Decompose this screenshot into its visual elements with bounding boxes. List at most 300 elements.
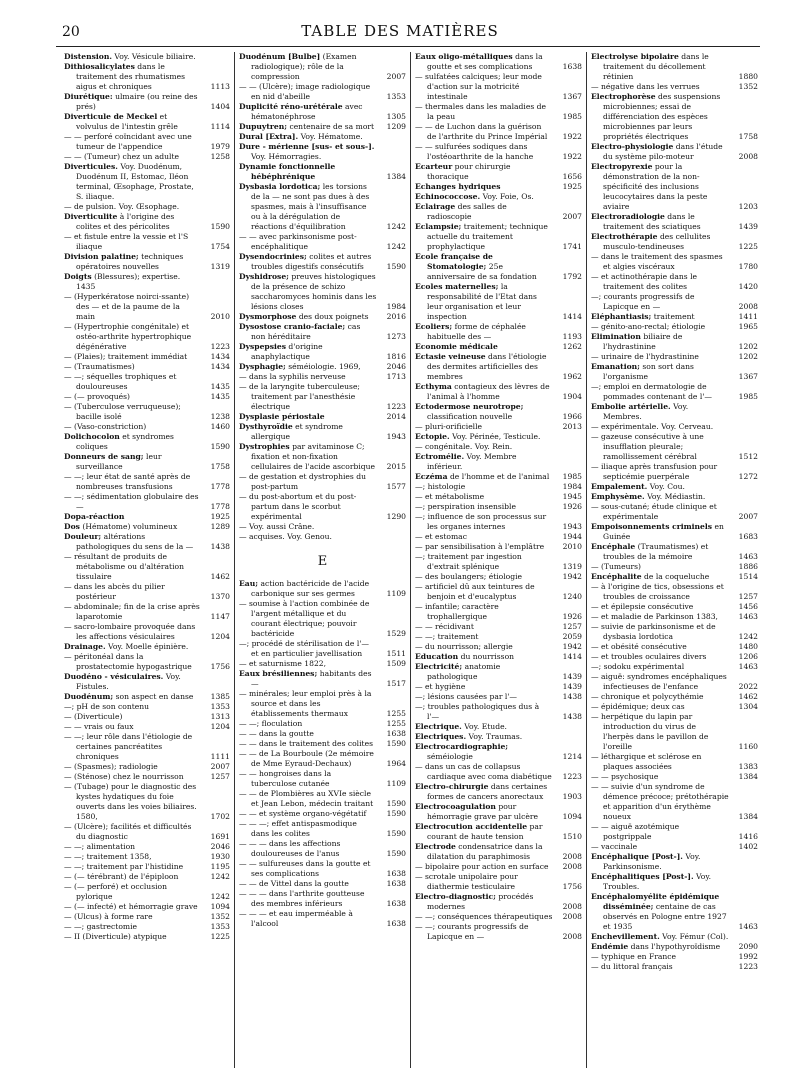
entry-page-number: 1258 xyxy=(210,152,230,161)
index-entry xyxy=(64,52,230,62)
entry-page-number: 1352 xyxy=(210,912,230,921)
index-entry xyxy=(64,152,230,162)
entry-description: Voy. Fistules. xyxy=(76,672,181,691)
entry-description: dans l'étiologie des dermites artificielles des membres xyxy=(427,352,547,381)
entry-page-number: 1741 xyxy=(562,242,582,251)
index-entry xyxy=(591,432,758,462)
entry-description: —; influence de son processus sur les organes internes xyxy=(415,512,547,531)
entry-description: — herpétique du lapin par introduction du virus de l'herpès dans le pavillon de l'oreille xyxy=(591,712,709,751)
entry-headword: Electriques. xyxy=(415,732,467,741)
entry-text xyxy=(64,652,204,672)
entry-page-number: 1638 xyxy=(562,62,582,71)
entry-text xyxy=(64,842,204,852)
entry-page-number: 1438 xyxy=(562,712,582,721)
entry-text xyxy=(239,322,380,342)
entry-page-number: 1384 xyxy=(738,772,758,781)
entry-text xyxy=(239,819,380,839)
entry-description: d'origine anaphylactique xyxy=(251,342,323,361)
entry-description: — — perforé coïncidant avec une tumeur de l'appendice xyxy=(64,132,192,151)
index-entry xyxy=(591,462,758,482)
entry-page-number: 1273 xyxy=(386,332,406,341)
entry-description: —; lésions causées par l'— xyxy=(415,692,517,701)
entry-headword: Electrolyse bipolaire xyxy=(591,52,679,61)
index-entry xyxy=(415,632,582,642)
entry-text xyxy=(239,362,380,372)
entry-text xyxy=(64,872,204,882)
index-entry xyxy=(239,412,406,422)
index-entry xyxy=(591,582,758,602)
entry-page-number: 1778 xyxy=(210,482,230,491)
index-entry xyxy=(64,362,230,372)
entry-description: habitants des — xyxy=(251,669,372,688)
page-header xyxy=(0,18,800,48)
entry-headword: Eclairage xyxy=(415,202,456,211)
entry-text xyxy=(64,452,204,472)
entry-page-number: 1414 xyxy=(562,652,582,661)
entry-description: —; pH de son contenu xyxy=(64,702,150,711)
entry-description: — (— perforé) et occlusion pylorique xyxy=(64,882,167,901)
entry-page-number: 1434 xyxy=(210,352,230,361)
entry-description: — (Vaso-constriction) xyxy=(64,422,147,431)
entry-page-number: 2046 xyxy=(386,362,406,371)
entry-page-number: 1756 xyxy=(562,882,582,891)
index-entry xyxy=(64,762,230,772)
entry-description: — —; courants progressifs de Lapicque en — xyxy=(415,922,529,941)
index-entry xyxy=(591,622,758,642)
index-entry xyxy=(591,962,758,972)
index-entry xyxy=(415,532,582,542)
entry-text xyxy=(239,132,380,142)
entry-description: traitement xyxy=(653,312,695,321)
entry-description: — — (Tumeur) chez un adulte xyxy=(64,152,180,161)
entry-text xyxy=(239,102,380,122)
entry-description: — (— térébrant) de l'épiploon xyxy=(64,872,179,881)
index-entry xyxy=(415,182,582,192)
entry-page-number: 1384 xyxy=(738,812,758,821)
index-entry xyxy=(591,952,758,962)
entry-page-number: 1147 xyxy=(210,612,230,621)
entry-text xyxy=(591,462,732,482)
entry-description: condensatrice dans la dilatation du paraphimosis xyxy=(427,842,543,861)
entry-description: Voy. Traumas. xyxy=(468,732,523,741)
entry-headword: Echanges hydriques xyxy=(415,182,501,191)
index-entry xyxy=(64,822,230,842)
entry-description: de la coqueluche xyxy=(644,572,710,581)
entry-page-number: 1984 xyxy=(562,482,582,491)
entry-text xyxy=(415,632,556,642)
entry-text xyxy=(415,702,556,722)
entry-text xyxy=(415,472,556,482)
index-entry xyxy=(415,892,582,912)
entry-text xyxy=(591,602,732,612)
entry-page-number: 1113 xyxy=(210,82,230,91)
entry-text xyxy=(591,502,732,522)
entry-description: — dans un cas de collapsus cardiaque avec coma diabétique xyxy=(415,762,552,781)
entry-text xyxy=(64,212,204,232)
entry-description: la responsabilité de l'Etat dans leur organisation et leur inspection xyxy=(427,282,537,321)
entry-description: — — sulfurées sodiques dans l'ostéoarthrite de la hanche xyxy=(415,142,534,161)
index-entry xyxy=(239,422,406,442)
entry-page-number: 1512 xyxy=(738,452,758,461)
entry-description: — dans les abcès du pilier postérieur xyxy=(64,582,165,601)
entry-headword: Dithiosalicylates xyxy=(64,62,135,71)
entry-page-number: 1462 xyxy=(210,572,230,581)
entry-description: — — de Plombières au XVIe siècle et Jean Lebon, médecin traitant xyxy=(239,789,374,808)
entry-description: — — aiguë azotémique postgrippale xyxy=(591,822,680,841)
entry-text xyxy=(239,859,380,879)
index-entry xyxy=(64,402,230,422)
entry-text xyxy=(64,372,204,392)
index-entry xyxy=(239,372,406,382)
entry-text xyxy=(64,152,204,162)
index-entry xyxy=(591,492,758,502)
entry-description: — —; traitement 1358, xyxy=(64,852,152,861)
entry-text xyxy=(415,532,556,542)
entry-text xyxy=(591,92,732,142)
entry-description: —; perspiration insensible xyxy=(415,502,516,511)
entry-description: pour la démonstration de la non-spécificité des inclusions leucocytaires dans la peste aviaire xyxy=(603,162,708,211)
entry-page-number: 2008 xyxy=(562,862,582,871)
entry-headword: Ectromélie. xyxy=(415,452,465,461)
entry-page-number: 1435 xyxy=(210,392,230,401)
entry-description: — — hongroises dans la tuberculose cutanée xyxy=(239,769,332,788)
entry-description: de l'homme et de l'animal xyxy=(449,472,550,481)
entry-description: — dans le traitement des spasmes et algies viscéraux xyxy=(591,252,723,271)
entry-description: séméiologie. 1969, xyxy=(288,362,361,371)
entry-description: — (Tuberculose verruqueuse); bacille isolé xyxy=(64,402,181,421)
entry-page-number: 1979 xyxy=(210,142,230,151)
page-title: TABLE DES MATIÈRES xyxy=(301,22,499,40)
entry-text xyxy=(64,902,204,912)
entry-description: — — sulfureuses dans la goutte et ses complications xyxy=(239,859,371,878)
index-entry xyxy=(591,502,758,522)
entry-description: classification nouvelle xyxy=(427,412,513,421)
entry-page-number: 2014 xyxy=(386,412,406,421)
index-entry xyxy=(239,579,406,599)
index-entry xyxy=(415,252,582,282)
entry-headword: Division palatine; xyxy=(64,252,139,261)
entry-text xyxy=(591,522,732,542)
entry-description: — — psychosique xyxy=(591,772,659,781)
entry-headword: Encéphalitiques [Post-]. xyxy=(591,872,694,881)
index-entry xyxy=(64,902,230,912)
index-entry xyxy=(239,272,406,312)
index-entry xyxy=(64,132,230,152)
entry-headword: Ectopie. xyxy=(415,432,450,441)
entry-description: — Voy. aussi Crâne. xyxy=(239,522,315,531)
entry-page-number: 2008 xyxy=(562,912,582,921)
entry-headword: Duplicité réno-urétérale xyxy=(239,102,343,111)
entry-page-number: 1255 xyxy=(386,709,406,718)
index-entry xyxy=(239,342,406,362)
entry-page-number: 1943 xyxy=(562,522,582,531)
entry-description: — —; leur rôle dans l'étiologie de certaines pancréatites chroniques xyxy=(64,732,193,761)
entry-description: — soumise à l'action combinée de l'argent métallique et du courant électrique; pouvoir bactéricide xyxy=(239,599,370,638)
entry-text xyxy=(64,552,204,582)
entry-page-number: 1638 xyxy=(386,899,406,908)
entry-text xyxy=(591,702,732,712)
entry-text xyxy=(415,822,556,842)
entry-page-number: 1319 xyxy=(210,262,230,271)
index-entry xyxy=(415,382,582,402)
entry-page-number: 1638 xyxy=(386,879,406,888)
entry-description: — urinaire de l'hydrastinine xyxy=(591,352,699,361)
entry-description: — par sensibilisation à l'emplâtre xyxy=(415,542,545,551)
index-entry xyxy=(239,839,406,859)
entry-page-number: 1402 xyxy=(738,842,758,851)
entry-page-number: 1242 xyxy=(386,242,406,251)
index-entry xyxy=(415,842,582,862)
entry-page-number: 1780 xyxy=(738,262,758,271)
entry-page-number: 1367 xyxy=(738,372,758,381)
entry-text xyxy=(239,689,380,719)
entry-page-number: 2008 xyxy=(562,852,582,861)
entry-description: dans la goutte et ses complications xyxy=(427,52,543,71)
index-entry xyxy=(415,802,582,822)
entry-headword: Electrophorèse xyxy=(591,92,656,101)
entry-text xyxy=(239,52,380,82)
entry-page-number: 1463 xyxy=(738,922,758,931)
index-entry xyxy=(415,692,582,702)
entry-description: — (Plaies); traitement immédiat xyxy=(64,352,188,361)
entry-description: à l'origine des colites et des péricolites xyxy=(76,212,175,231)
index-entry xyxy=(591,822,758,842)
entry-text xyxy=(239,492,380,522)
entry-text xyxy=(591,642,732,652)
entry-text xyxy=(64,392,204,402)
index-entry xyxy=(591,852,758,872)
entry-text xyxy=(415,422,556,432)
entry-description: — — dans la goutte xyxy=(239,729,314,738)
index-entry xyxy=(64,492,230,512)
entry-text xyxy=(415,842,556,862)
entry-page-number: 1383 xyxy=(738,762,758,771)
entry-headword: Ecoles maternelles; xyxy=(415,282,499,291)
entry-text xyxy=(239,272,380,312)
entry-text xyxy=(415,862,556,872)
entry-text xyxy=(415,432,556,442)
entry-page-number: 1922 xyxy=(562,132,582,141)
entry-text xyxy=(239,909,380,929)
entry-text xyxy=(591,842,732,852)
index-entry xyxy=(591,522,758,542)
entry-page-number: 1590 xyxy=(386,809,406,818)
index-entry xyxy=(64,352,230,362)
entry-page-number: 1305 xyxy=(386,112,406,121)
entry-description: forme de céphalée habituelle des — xyxy=(427,322,526,341)
entry-text xyxy=(64,622,204,642)
entry-page-number: 1204 xyxy=(210,722,230,731)
entry-headword: Ectodermose neurotrope; xyxy=(415,402,524,411)
entry-text xyxy=(239,232,380,252)
entry-description: pour chirurgie thoracique xyxy=(427,162,511,181)
index-entry xyxy=(415,512,582,532)
index-entry xyxy=(591,402,758,422)
entry-headword: Encéphalomyélite épidémique disséminée; xyxy=(591,892,720,911)
entry-text xyxy=(64,912,204,922)
entry-description: — et saturnisme 1822, xyxy=(239,659,327,668)
entry-page-number: 1353 xyxy=(386,92,406,101)
index-entry xyxy=(415,122,582,142)
index-entry xyxy=(591,562,758,572)
entry-page-number: 1225 xyxy=(738,242,758,251)
index-entry xyxy=(239,909,406,929)
index-columns xyxy=(60,52,762,1068)
entry-text xyxy=(64,522,204,532)
entry-headword: Eau; xyxy=(239,579,259,588)
entry-description: —; emploi en dermatologie de pommades contenant de l'— xyxy=(591,382,712,401)
index-entry xyxy=(64,322,230,352)
index-entry xyxy=(239,492,406,522)
entry-text xyxy=(239,599,380,639)
entry-page-number: 1439 xyxy=(562,682,582,691)
index-entry xyxy=(239,82,406,102)
entry-page-number: 1240 xyxy=(562,592,582,601)
entry-page-number: 2022 xyxy=(738,682,758,691)
entry-description: Voy. Médiastin. xyxy=(647,492,706,501)
entry-text xyxy=(415,742,556,762)
entry-text xyxy=(591,822,732,842)
index-entry xyxy=(415,722,582,732)
entry-text xyxy=(415,182,556,192)
entry-description: —; traitement par ingestion d'extrait splénique xyxy=(415,552,522,571)
entry-description: — II (Diverticule) atypique xyxy=(64,932,167,941)
entry-text xyxy=(64,732,204,762)
entry-text xyxy=(591,162,732,212)
entry-description: contagieux des lèvres de l'animal à l'homme xyxy=(427,382,550,401)
entry-page-number: 1109 xyxy=(386,589,406,598)
entry-text xyxy=(591,622,732,642)
entry-page-number: 1313 xyxy=(210,712,230,721)
entry-text xyxy=(591,932,732,942)
section-letter: E xyxy=(317,554,328,569)
index-entry xyxy=(64,512,230,522)
entry-text xyxy=(591,652,732,662)
entry-text xyxy=(591,212,732,232)
entry-description: des cellulites musculo-tendineuses xyxy=(603,232,711,251)
index-entry xyxy=(415,402,582,422)
entry-description: Voy. Duodénum, Duodénum II, Estomac, Iléon terminal, Œsophage, Prostate, S. iliaque. xyxy=(76,162,194,201)
entry-text xyxy=(591,232,732,252)
entry-text xyxy=(239,82,380,102)
entry-headword: Encéphalite xyxy=(591,572,642,581)
entry-text xyxy=(64,822,204,842)
entry-headword: Dynamie fonctionnelle hébéphrénique xyxy=(239,162,336,181)
index-entry xyxy=(591,712,758,752)
entry-description: Voy. Parkinsonisme. xyxy=(603,852,701,871)
index-entry xyxy=(591,892,758,932)
entry-description: (Traumatismes) et troubles de la mémoire xyxy=(603,542,709,561)
entry-description: (Examen radiologique); rôle de la compression xyxy=(251,52,357,81)
index-entry xyxy=(591,542,758,562)
entry-headword: Electropyrexie xyxy=(591,162,653,171)
index-entry xyxy=(239,522,406,532)
entry-description: — (Ulcère); facilités et difficultés du diagnostic xyxy=(64,822,192,841)
index-entry xyxy=(239,749,406,769)
entry-description: — (— infecté) et hémorragie grave xyxy=(64,902,198,911)
index-entry xyxy=(239,669,406,689)
entry-page-number: 1590 xyxy=(386,849,406,858)
entry-text xyxy=(64,512,204,522)
entry-text xyxy=(415,872,556,892)
entry-description: Voy. Cou. xyxy=(649,482,685,491)
index-entry xyxy=(239,809,406,819)
entry-page-number: 1214 xyxy=(562,752,582,761)
entry-description: — et métabolisme xyxy=(415,492,485,501)
entry-text xyxy=(415,782,556,802)
entry-page-number: 1272 xyxy=(738,472,758,481)
index-entry xyxy=(415,572,582,582)
entry-description: — et épilepsie consécutive xyxy=(591,602,694,611)
index-entry xyxy=(239,659,406,669)
entry-text xyxy=(415,512,556,532)
index-entry xyxy=(415,52,582,72)
entry-headword: Electrode xyxy=(415,842,456,851)
entry-description: avec hématonéphrose xyxy=(251,102,363,121)
entry-page-number: 1435 xyxy=(210,382,230,391)
index-entry xyxy=(64,672,230,692)
entry-description: — — — et eau imperméable à l'alcool xyxy=(239,909,353,928)
index-entry xyxy=(64,202,230,212)
entry-page-number: 1816 xyxy=(386,352,406,361)
entry-text xyxy=(415,552,556,572)
entry-description: — — suivie d'un syndrome de démence précoce; prétothérapie et apparition d'un érythème noueux xyxy=(591,782,729,821)
entry-page-number: 1257 xyxy=(738,592,758,601)
entry-page-number: 1290 xyxy=(386,512,406,521)
entry-page-number: 1985 xyxy=(562,112,582,121)
entry-page-number: 1367 xyxy=(562,92,582,101)
index-entry xyxy=(591,212,758,232)
entry-headword: Electrocution accidentelle xyxy=(415,822,528,831)
index-entry xyxy=(64,252,230,272)
entry-description: — et estomac xyxy=(415,532,467,541)
entry-headword: Dysbasia lordotica; xyxy=(239,182,321,191)
index-entry xyxy=(591,252,758,272)
index-entry xyxy=(415,782,582,802)
entry-page-number: 1463 xyxy=(738,662,758,671)
entry-text xyxy=(239,372,380,382)
entry-page-number: 1925 xyxy=(562,182,582,191)
entry-description: par courant de haute tension xyxy=(427,822,543,841)
entry-page-number: 1930 xyxy=(210,852,230,861)
entry-headword: Diverticule de Meckel xyxy=(64,112,158,121)
entry-description: — péritonéal dans la prostatectomie hypogastrique xyxy=(64,652,192,671)
entry-page-number: 1242 xyxy=(210,892,230,901)
entry-text xyxy=(415,252,556,282)
index-entry xyxy=(591,422,758,432)
entry-description: —; histologie xyxy=(415,482,466,491)
entry-page-number: 1577 xyxy=(386,482,406,491)
entry-description: — léthargique et sclérose en plaques associées xyxy=(591,752,702,771)
index-entry xyxy=(415,282,582,322)
index-entry xyxy=(415,542,582,552)
entry-page-number: 1966 xyxy=(562,412,582,421)
entry-page-number: 2016 xyxy=(386,312,406,321)
entry-text xyxy=(64,922,204,932)
entry-text xyxy=(64,202,204,212)
entry-description: — — de Vittel dans la goutte xyxy=(239,879,349,888)
entry-text xyxy=(239,579,380,599)
entry-text xyxy=(591,252,732,272)
entry-description: — vaccinale xyxy=(591,842,638,851)
entry-headword: Ecthyma xyxy=(415,382,452,391)
entry-text xyxy=(591,292,732,312)
entry-page-number: 1289 xyxy=(210,522,230,531)
entry-description: — aiguë: syndromes encéphaliques infectieuses de l'enfance xyxy=(591,672,727,691)
entry-text xyxy=(64,432,204,452)
entry-page-number: 1926 xyxy=(562,612,582,621)
entry-page-number: 2008 xyxy=(562,902,582,911)
